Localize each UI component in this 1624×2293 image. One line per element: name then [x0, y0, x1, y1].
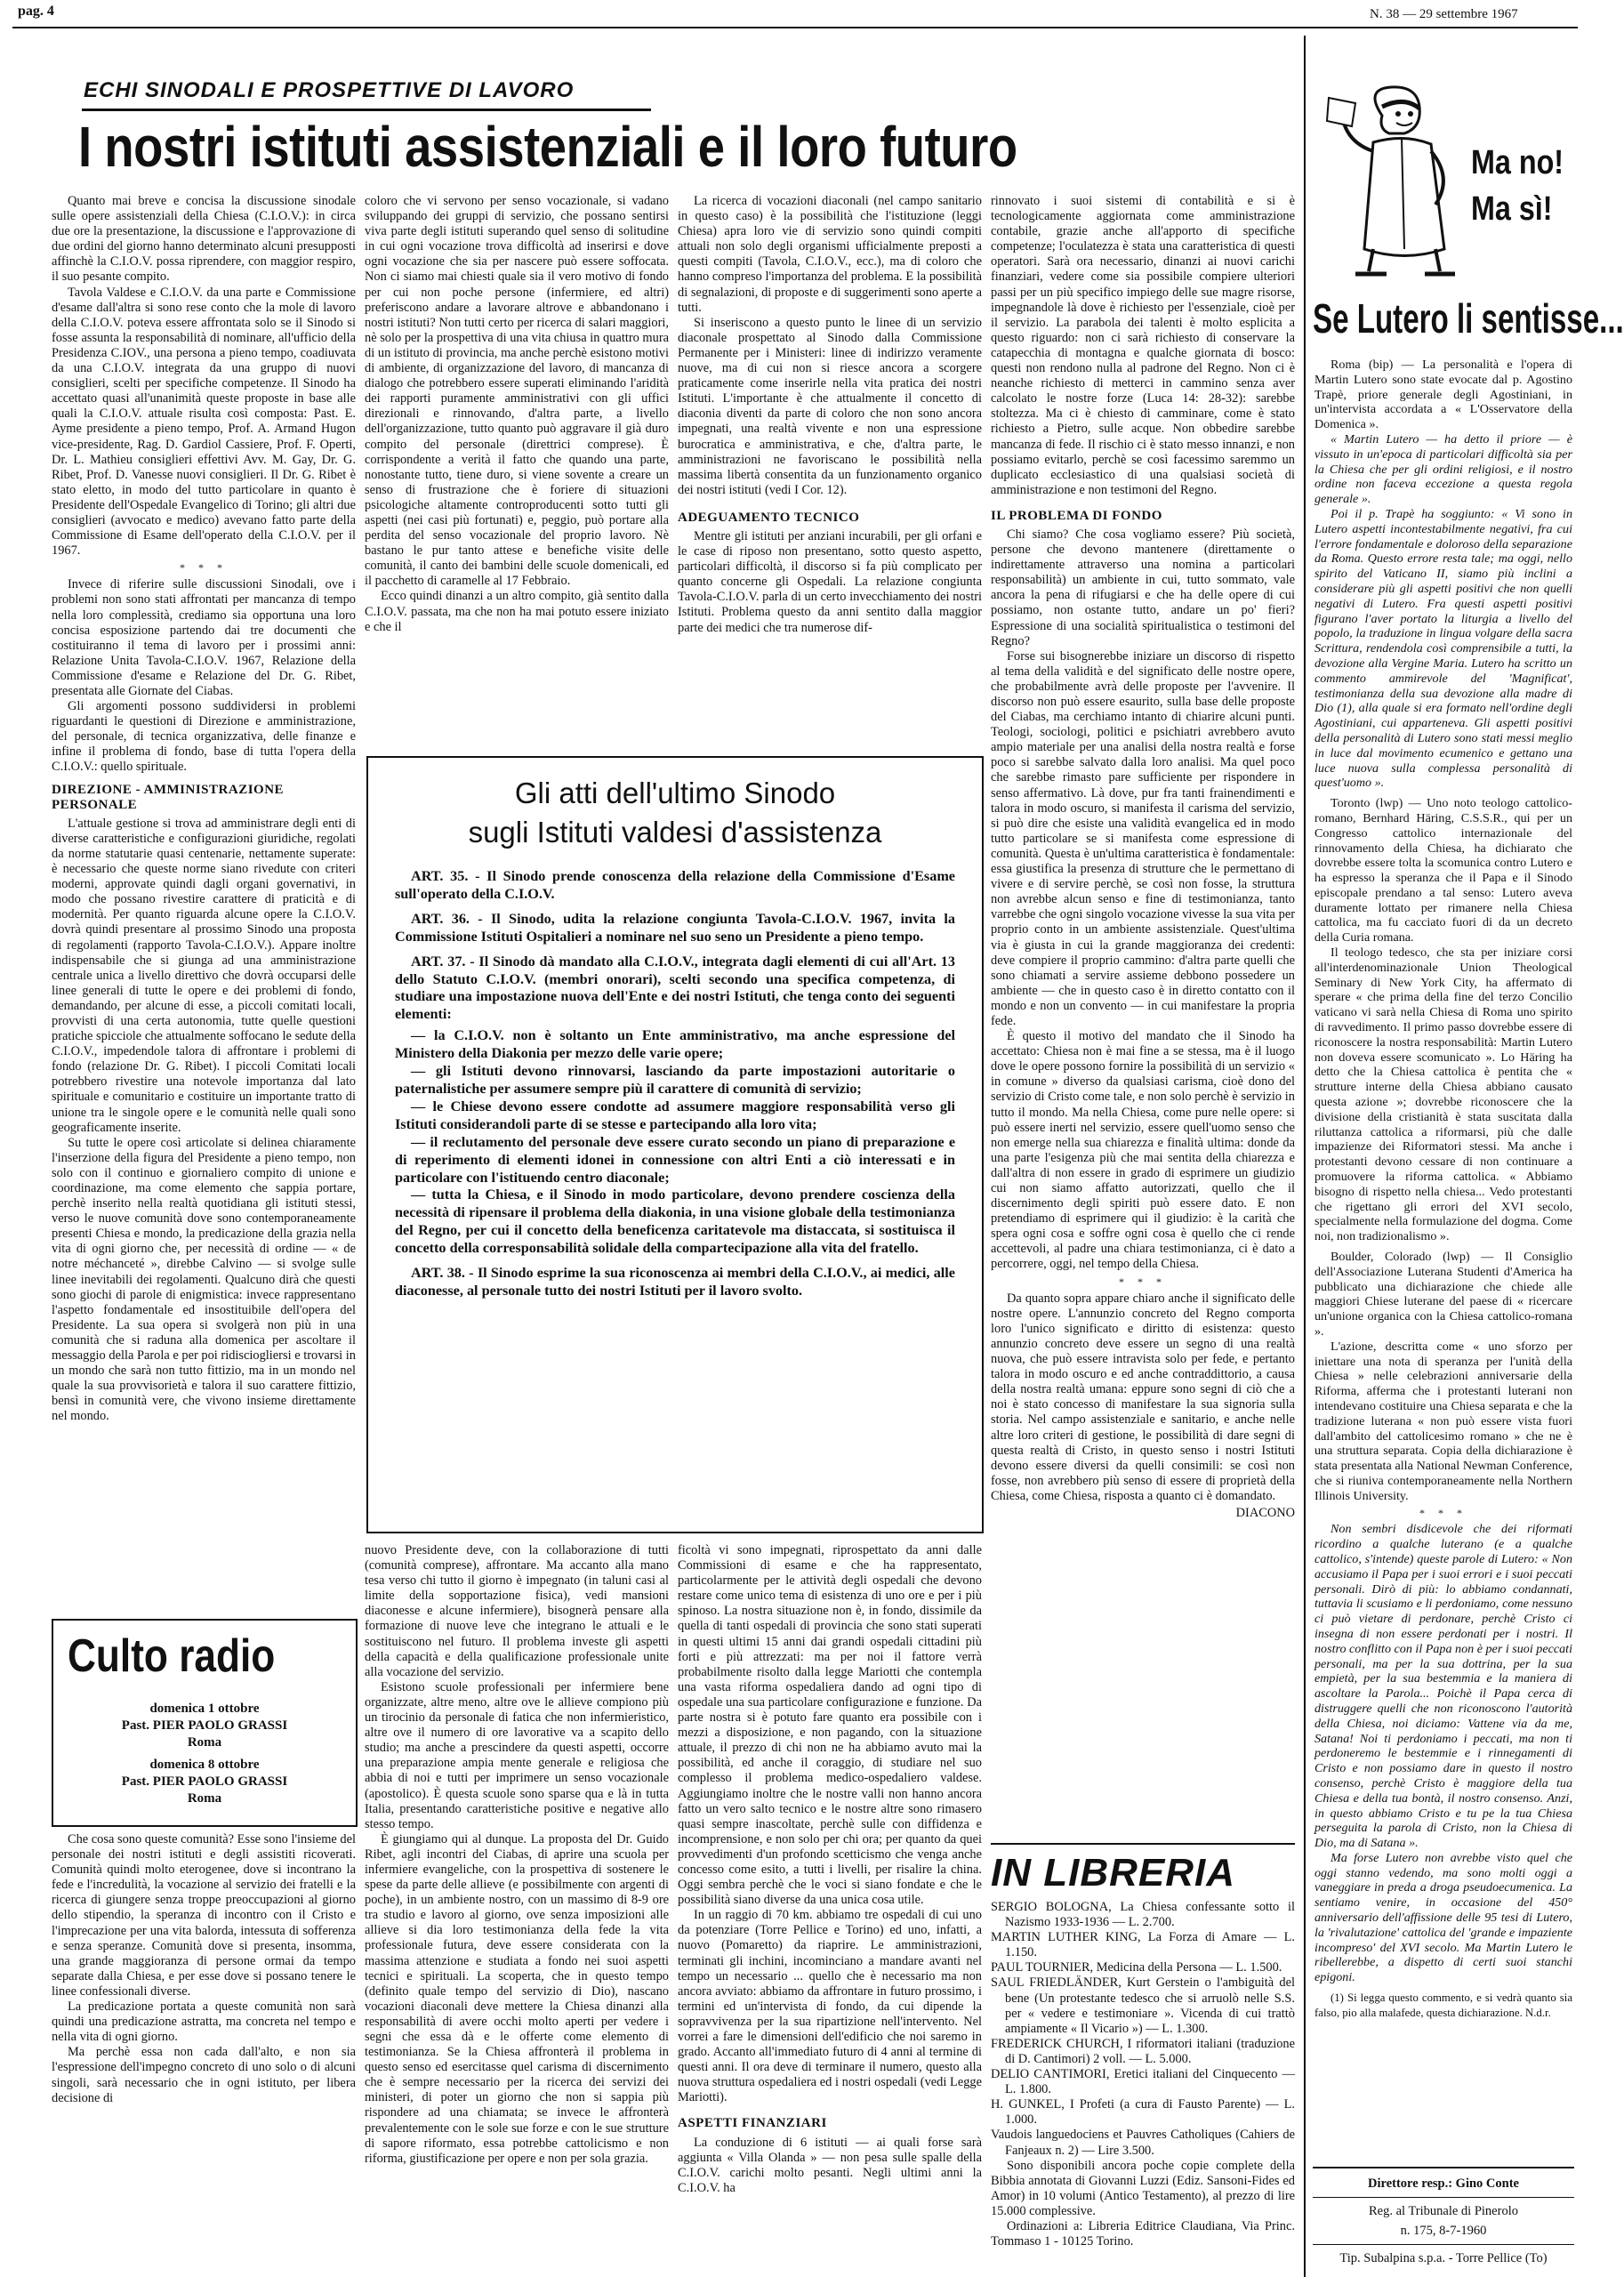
- section-kicker: ECHI SINODALI E PROSPETTIVE DI LAVORO: [84, 78, 575, 102]
- article-paragraph: Invece di riferire sulle discussioni Sinodali, ove i problemi non sono stati affrontati per mancanza di tempo nella loro complessità, crediamo sia opportuna una loro concisa esposizione partendo dai tre documenti che costituiranno il tema di lavoro per i prossimi anni: Relazione Unita Tavola-C.I.O.V. 1967, Relazione della Commissione d'esame e Relazione del Dr. G. Ribet, presentata alle Giornate del Ciabas.: [52, 577, 356, 698]
- sidebar-paragraph: Ma forse Lutero non avrebbe visto quel che oggi stanno vedendo, ma sono molti oggi a vaneggiare in preda a droga pseudoecumenica. La sentiamo venire, in occasione del 450° anniversario dell'affissione delle 95 tesi di Lutero, la 'rivalutazione' cattolica del 'grande e impaziente incompreso' del XVI secolo. Ma Martin Lutero le ribellerebbe, a dispetto di certi suoi stanchi epigoni.: [1314, 1850, 1572, 1985]
- sidebar-footnote: (1) Si legga questo commento, e si vedrà quanto sia falso, pio alla malafede, questa dichiarazione. N.d.r.: [1314, 1991, 1572, 2019]
- article-paragraph: È giungiamo qui al dunque. La proposta del Dr. Guido Ribet, agli incontri del Ciabas, di aprire una scuola per infermiere evangeliche, con la prospettiva di sostenere le spese da parte delle allieve (e possibilmente con argenti di poche), in un ambiente nostro, con un massimo di 8-9 ore tra studio e lavoro al giorno, ove senza imposizioni alle allieve si dia loro testimonianza della fede la vita professionale futura, deve essere considerata con la massima attenzione e studiata a fondo nei suoi aspetti tecnici e spirituali. La scoperta, che in questo tempo (definito quale tempo del servizio di Dio), nascano vocazioni diaconali deve mettere la Chiesa dinanzi alla responsabilità di avere occhi molto aperti per vedere i segni che essa dà e le offerte come elemento di testimonianza. Se la Chiesa affronterà il problema in questo senso ed esercitasse quel carisma di discernimento che è sempre necessario per la ricerca dei servizi dei ministeri, di poter un giorno che non si sappia più rispondere ad una chiamata; se invece le affronterà prevalentemente con le sole sue forze e con le sue strutture di sapore riformato, essa potrebbe cattolicismo e non riforma, giustificazione per opere e non per sola grazia.: [365, 1831, 669, 2166]
- sinodo-title-line1: Gli atti dell'ultimo Sinodo: [514, 776, 836, 809]
- luther-cartoon-icon: [1320, 80, 1471, 285]
- article-paragraph: Che cosa sono queste comunità? Esse sono l'insieme del personale dei nostri istituti e degli assistiti ricoverati. Comunità quindi molto eterogenee, dove si incontrano la fede e l'incredulità, la vocazione al servizio dei fratelli e la ricerca di giungere senza troppe preoccupazioni al giorno dello stipendio, la speranza di incontro con il Cristo e l'imprecazione per una vita balorda, intessuta di sofferenza e senza speranze. Comunità dove si presenta, insomma, una grande maggioranza di persone ormai da tempo separate dalla Chiesa, e per esse dove si possano tenere le linee confessionali diverse.: [52, 1832, 356, 1999]
- article-paragraph: Quanto mai breve e concisa la discussione sinodale sulle opere assistenziali della Chiesa (C.I.O.V.): in circa due ore la presentazione, la discussione e l'approvazione di due ordini del giorno hanno determinato alcuni presupposti affinchè la C.I.O.V. possa riprendere, con maggior respiro, il suo pesante compito.: [52, 194, 356, 285]
- sinodo-item: — la C.I.O.V. non è soltanto un Ente amministrativo, ma anche espressione del Ministero della Diakonia per mezzo delle varie opere;: [395, 1027, 955, 1062]
- sidebar-paragraph: Non sembri disdicevole che dei riformati ricordino a qualche luterano (e a qualche cattolico, s'intende) queste parole di Lutero: « Non accusiamo il Papa per i suoi errori e i suoi peccati personali. Dirò di più: lo abbiamo condannati, tuttavia li scusiamo e li perdoniamo, come nessuno ci può vietare di perdonare, perchè Cristo ci insegna di non essere perdonati per i nostri. Il nostro conflitto con il Papa non è per i suoi peccati personali, ma per la sua dottrina, per la sua empietà, per la sua bestemmia e la maniera di ascoltare la Parola... Poichè il Papa cerca di distruggere quelli che non riconoscono l'autorità della Chiesa, noi diciamo: Vattene via da me, Satana! Noi ti perdoniamo i peccati, ma non ti perdoneremo le bestemmie e i rinnegamenti di Cristo e non possiamo dare in questo il nostro consenso, perchè Cristo è maggiore della tua Chiesa e della tua bontà, il nostro consenso. Anzi, in questo abbiamo Cristo e tu pe la tua Chiesa perseguita la parola di Cristo, non la Chiesa di Dio, ma di Satana ».: [1314, 1522, 1572, 1851]
- libreria-entry: Vaudois languedociens et Pauvres Catholiques (Cahiers de Fanjeaux n. 2) — Lire 3.500.: [991, 2128, 1295, 2158]
- main-title: I nostri istituti assistenziali e il loro futuro: [78, 115, 1017, 179]
- sinodo-art36: ART. 36. - Il Sinodo, udita la relazione congiunta Tavola-C.I.O.V. 1967, invita la Commissione Istituti Ospitalieri a nominare nel suo seno un Presidente a pieno tempo.: [395, 910, 955, 945]
- article-paragraph: Gli argomenti possono suddividersi in problemi riguardanti le questioni di Direzione e amministrazione, del personale, di tecnica organizzativa, delle finanze e infine il problema di fondo, base di tutta l'opera della C.I.O.V.: quello spirituale.: [52, 699, 356, 775]
- separator-stars: * * *: [1419, 1506, 1467, 1519]
- article-paragraph: La conduzione di 6 istituti — ai quali forse sarà aggiunta « Villa Olanda » — non pesa sulle spalle della C.I.O.V. carichi molto pesanti. Negli ultimi anni la C.I.O.V. ha: [678, 2135, 982, 2195]
- culto-pastor-2: Past. PIER PAOLO GRASSI: [121, 1774, 288, 1789]
- sinodo-art35: ART. 35. - Il Sinodo prende conoscenza della relazione della Commissione d'Esame sull'operato della C.I.O.V.: [395, 868, 955, 902]
- culto-date-2: domenica 8 ottobre: [149, 1758, 260, 1772]
- article-paragraph: La predicazione portata a queste comunità non sarà quindi una predicazione astratta, ma concreta nel tempo e nella vita di ogni giorno.: [52, 1999, 356, 2045]
- culto-date-1: domenica 1 ottobre: [149, 1702, 260, 1716]
- libreria-list: [991, 1900, 1295, 2273]
- sidebar-paragraph: Il teologo tedesco, che sta per iniziare corsi all'interdenominazionale Union Theological Seminary di New York City, ha affermato di sperare « che prima della fine del terzo Concilio vaticano vi sarà nella Chiesa di Roma uno spirito di ravvedimento. Il primo passo dovrebbe essere di riconoscere la nostra responsabilità: Martin Lutero non doveva essere scomunicato ». Lo Häring ha detto che la Chiesa cattolica è pentita che « strutture interne della Chiesa abbiano causato questa azione »; dovrebbe riconoscere che la divisione della cristianità è stata suscitata dalla riluttanza cattolica a riformarsi, più che dalle impazienze dei Riformatori stessi. Ma anche i protestanti devono cessare di non continuare a promuovere la riforma cattolica. « Abbiamo bisogno di rispetto nella chiesa... Vedo protestanti che rigettano gli errori del XVI secolo, specialmente nella formulazione del dogma. Come noi, non tradizionalismo ».: [1314, 945, 1572, 1244]
- separator-stars: * * *: [180, 561, 228, 575]
- article-paragraph: In un raggio di 70 km. abbiamo tre ospedali di cui uno da potenziare (Torre Pellice e Torino) ed uno, infatti, a nuovo (Pomaretto) da riaprire. Le amministrazioni, terminati gli inchini, incominciano a mandare avanti nel tempo un necessario ... quello che è necessario ma non ancora avviato: abbiamo da affrontare in futuro prossimo, i termini ed un'intervista di fondo, da cui dipende la sopravvivenza per la sua ripartizione nell'intervento. Nel vorrei a fare le dimensioni dell'edificio che noi saremo in grado. Accanto all'immediato futuro di 4 anni al termine di questi anni. Il ora deve di terminare il numero, questo alla nuova struttura ospedaliera ed i nostri ospedali (vedi Legge Mariotti).: [678, 1908, 982, 2105]
- sinodo-item: — le Chiese devono essere condotte ad assumere maggiore responsabilità verso gli Istituti considerandoli parte di se stesse e partecipando alla loro vita;: [395, 1098, 955, 1132]
- libreria-entry: SAUL FRIEDLÄNDER, Kurt Gerstein o l'ambiguità del bene (Un protestante tedesco che si arruolò nelle S.S. per « vedere e testimoniare ». Vicenda di cui trattò ampiamente « Il Vicario ») — L. 1.300.: [991, 1975, 1295, 2036]
- sidebar-paragraph: Boulder, Colorado (lwp) — Il Consiglio dell'Associazione Luterana Studenti d'America ha pubblicato una dichiarazione che chiede alle maggiori Chiese luterane del paese di « ricercare un'unione organica con la Chiesa cattolico-romana ».: [1314, 1250, 1572, 1339]
- cartoon: [1320, 80, 1569, 285]
- article-paragraph: La ricerca di vocazioni diaconali (nel campo sanitario in questo caso) è la possibilità che l'istituzione (leggi Chiesa) apra loro vie di servizio sono quindi compiti attuali non solo degli organismi ufficialmente preposti a questi compiti (Tavola, C.I.O.V., ecc.), ma di coloro che hanno compreso l'importanza del problema. E la possibilità di segnalazioni, di proposte e di suggerimenti sono aperte a tutti.: [678, 194, 982, 315]
- culto-city-1: Roma: [187, 1735, 222, 1750]
- section-heading: ASPETTI FINANZIARI: [678, 2116, 827, 2131]
- libreria-entry: DELIO CANTIMORI, Eretici italiani del Cinquecento — L. 1.800.: [991, 2067, 1295, 2097]
- article-col1-bottom: [52, 1832, 356, 2277]
- sidebar-paragraph: « Martin Lutero — ha detto il priore — è vissuto in un'epoca di particolari difficoltà sia per la Chiesa che per gli ordini religiosi, e il nostro ordine non faceva eccezione a questa regola generale ».: [1314, 431, 1572, 507]
- article-col2-bottom: [365, 1543, 669, 2273]
- article-paragraph: Esistono scuole professionali per infermiere bene organizzate, altre meno, altre ove le allieve compiono più un tirocinio da personale di fatica che non infermieristico, altre ove il numero di ore lavorative va a scapito dello studio; ma anche a prescindere da questi aspetti, occorre una preparazione ampia mente generale e religiosa che abbia di noi e tutti per imprimere un senso vocazionale (apostolico). È questa scuole sono sparse qua e là in tutta Italia, presentando caratteristiche positive e negative allo stesso tempo.: [365, 1679, 669, 1831]
- sinodo-art38: ART. 38. - Il Sinodo esprime la sua riconoscenza ai membri della C.I.O.V., ai medici, alle diaconesse, al personale tutto dei nostri Istituti per il lavoro svolto.: [395, 1265, 955, 1299]
- sidebar-paragraph: L'azione, descritta come « uno sforzo per iniettare una nota di speranza per l'unità della Chiesa » nelle celebrazioni anniversarie della Riforma, afferma che i protestanti luterani non intendevano costituire una Chiesa separata e che la tradizione luterana « non può essere vista fuori dall'ambito del cattolicesimo romano » che ne è una struttura separata. Copia della dichiarazione è stata presentata alla National Newman Conference, che si riuniva contemporaneamente nella Northern Illinois University.: [1314, 1339, 1572, 1503]
- colophon-director: Direttore resp.: Gino Conte: [1368, 2176, 1519, 2191]
- article-signature: DIACONO: [1235, 1505, 1295, 1520]
- sinodo-item: — gli Istituti devono rinnovarsi, lasciando da parte impostazioni autoritarie o paternalistiche per assumere sempre più il carattere di comunità di servizio;: [395, 1063, 955, 1097]
- section-heading: IL PROBLEMA DI FONDO: [991, 508, 1162, 523]
- sidebar-column: [1314, 358, 1572, 2064]
- article-col3-bottom: [678, 1543, 982, 2273]
- article-paragraph: Ecco quindi dinanzi a un altro compito, già sentito dalla C.I.O.V. passata, ma che non ha mai potuto essere iniziato e che il: [365, 589, 669, 634]
- article-paragraph: ficoltà vi sono impegnati, riprospettato da anni dalle Commissioni di esame e che ha rappresentato, particolarmente per le attività degli ospedali che devono restare come unico tema di esistenza di uno ore e per i più spinoso. La nostra situazione non è, in fondo, dissimile da quella di tanti ospedali di provincia che sono stati superati in questi ultimi 15 anni dai grandi ospedali cittadini più forti e più attrezzati: ma per noi il fattore verrà probabilmente risolto dalla legge Mariotti che contempla una vasta riforma ospedaliera dando ad ogni tipo di ospedale una sua particolare configurazione e funzione. Da parte nostra si è potuto fare quanto era possibile con i mezzi a disposizione, e non pagando, con la situazione attuale, il prezzo di chi non ne ha abbiamo avuto mai la possibilità, ed anche il coraggio, di studiare nel suo complesso il problema medico-ospedaliero valdese. Aggiungiamo inoltre che le nostre valli non hanno ancora fatto un vero salto tecnico e le nostre altre sono rimasero quasi sempre inascoltate, perchè sulle con diffidenza e incomprensione, e non solo per chi ora; per quanto da quei provvedimenti d'un profondo scetticismo che venga anche concesso come esito, a tutti i livelli, per risalire la china. Oggi sembra perchè che le voci si siano fondate e che le possibilità siano diverse da una unica cosa utile.: [678, 1543, 982, 1908]
- colophon-rule: [1313, 2167, 1574, 2168]
- colophon-sub-rule: [1313, 2244, 1574, 2245]
- libreria-title: IN LIBRERIA: [991, 1851, 1235, 1895]
- sidebar-divider: [1304, 36, 1306, 2277]
- issue-label: N. 38 — 29 settembre 1967: [1370, 7, 1518, 21]
- article-paragraph: Tavola Valdese e C.I.O.V. da una parte e Commissione d'esame dall'altra si sono rese conto che la mole di lavoro della C.I.O.V. poteva essere affrontata solo se il Sinodo si fosse assunta la responsabilità di nominare, all'ufficio della Presidenza C.IOV., una persona a pieno tempo, coadiuvata da una C.I.O.V. integrata da una gruppo di nuovi consiglieri, scelti per specifiche competenze. Il Sinodo ha accettato quasi all'unanimità queste proposte in base alle quali la C.I.O.V. attuale risulta così composta: Past. E. Ayme presidente a pieno tempo, Prof. A. Armand Hugon vice-presidente, Rag. D. Gardiol Cassiere, Prof. F. Operti, Dr. L. Mathieu consiglieri effettivi Avv. M. Gay, Dr. G. Ribet, Prof. D. Vanesse nuovi consiglieri. Il Dr. G. Ribet è stato eletto, in modo del tutto particolare in quanto è Presidente dell'Ospedale Evangelico di Torino; gli altri due consiglieri (avvocato e medico) avevano fatto parte della Commissione di Esame dell'operato della C.I.O.V. per il 1967.: [52, 285, 356, 559]
- sinodo-item: — il reclutamento del personale deve essere curato secondo un piano di preparazione e di reperimento di elementi idonei in connessione con altri Enti a ciò interessati e in particolare con l'istituendo centro diaconale;: [395, 1133, 955, 1186]
- sidebar-paragraph: Roma (bip) — La personalità e l'opera di Martin Lutero sono state evocate dal p. Agostino Trapè, priore generale degli Agostiniani, in un'intervista accordata a « L'Osservatore della Domenica ».: [1314, 358, 1572, 432]
- libreria-rule: [991, 1843, 1295, 1845]
- article-paragraph: Ma perchè essa non cada dall'alto, e non sia l'espressione dell'impegno concreto di uno solo o di alcuni singoli, sarà necessario che in ogni istituto, per libera decisione di: [52, 2045, 356, 2105]
- article-paragraph: Chi siamo? Che cosa vogliamo essere? Più società, persone che devono mantenere (direttamente o indirettamente attraverso una nomina a particolari responsabilità) un ambiente in cui, tutto sommato, vale ancora la pena di rifugiarsi e che ha delle opere di cui possiamo, non ostante tutto, andare un po' fieri? Espressione di una socialità spiritualistica o testimoni del Regno?: [991, 527, 1295, 648]
- culto-city-2: Roma: [187, 1791, 222, 1806]
- colophon: [1313, 2174, 1574, 2268]
- colophon-reg2: n. 175, 8-7-1960: [1400, 2224, 1487, 2238]
- section-heading: ADEGUAMENTO TECNICO: [678, 510, 860, 525]
- article-col4: [991, 194, 1295, 1830]
- article-paragraph: Su tutte le opere così articolate si delinea chiaramente l'inserzione della figura del Presidente a pieno tempo, non solo con il continuo e giornaliero compito di unione e coordinazione, ma come elemento che sappia portare, perchè inserito nella realtà quotidiana gli istituti stessi, verso le nuove comunità dove sono contemporaneamente presenti Chiesa e mondo, la predicazione della grazia nella vita di ogni giorno che, per necessità di ordine — « de notre méchanceté », direbbe Calvino — si svolge sulle linee inevitabili dei regolamenti. Qualcuno dirà che questi sono giochi di parole di enigmistica: invece rappresentano l'aspetto fondamentale ed insostituibile dell'opera del Presidente. La sua opera si svolgerà non più in una comunità che si raduna alla domenica per ascoltare il messaggio della Parola e per poi ridisciogliersi e trovarsi in un mondo che sarà non tutto fittizio, ma in un mondo nel quale la sua provvisorietà e talora il suo carattere fittizio, bensì in comunità vere, che vivono insieme direttamente nel mondo.: [52, 1135, 356, 1424]
- cartoon-text-1: Ma no!: [1471, 144, 1564, 181]
- culto-radio-box: [52, 1619, 358, 1827]
- article-paragraph: Si inseriscono a questo punto le linee di un servizio diaconale prospettato al Sinodo dalla Commissione Permanente per i Ministeri: linee di indirizzo veramente nuove, ma di cui non si riesce ancora a scorgere praticamente come inserirle nella vita pratica dei nostri Istituti. L'importante è che attualmente il concetto di diaconia diventi da parte di coloro che non sono ancora impegnati, una realtà vivente e non una espressione burocratica e amministrativa, e che, d'altra parte, le amministrazioni ne favoriscano le possibilità nella massima libertà consentita da un funzionamento organico dei nostri istituti (vedi I Cor. 12).: [678, 315, 982, 497]
- header-rule: [12, 27, 1578, 28]
- libreria-entry: H. GUNKEL, I Profeti (a cura di Fausto Parente) — L. 1.000.: [991, 2097, 1295, 2128]
- colophon-printer: Tip. Subalpina s.p.a. - Torre Pellice (To): [1339, 2251, 1548, 2265]
- separator-stars: * * *: [1119, 1275, 1167, 1288]
- article-col1: [52, 194, 356, 1608]
- article-paragraph: rinnovato i suoi sistemi di contabilità e si è tecnologicamente aggiornata come amministrazione contabile, grazie anche all'apporto di specifiche competenze; l'oculatezza è stata una caratteristica di questi operatori. Sarà ora necessario, dinanzi ai nuovi carichi finanziari, vedere come sia possibile compiere ulteriori passi per un più specifico impiego delle sue magre risorse, impegnandole là dove è richiesto per l'essenziale, cioè per il servizio. La parabola dei talenti è molto esplicita a questo riguardo: non ci sarà richiesto di conservare la catapecchia di montagna e qualche giornata di bosco: questi non rendono nulla al padrone del Regno. Non ci è neanche richiesto di metterci in cammino senza aver calcolato le nostre forze (Luca 14: 28-32): sarebbe stoltezza. Ma ci è chiesto di camminare, come è stato richiesto a Pietro, sulle acque. Non obbedire sarebbe mancanza di fede. Il rischio ci è stato messo innanzi, e non possiamo evitarlo, perchè se così facessimo saremmo un duplicato ecclesiastico di una qualsiasi società di amministrazione e non testimoni del Regno.: [991, 194, 1295, 497]
- sinodo-box: [366, 756, 984, 1533]
- sidebar-paragraph: Poi il p. Trapè ha soggiunto: « Vi sono in Lutero aspetti incontestabilmente negativi, fra cui l'errore fondamentale e doloroso della separazione da Roma. Questo errore resta tale; ma oggi, nello spirito del Vaticano II, siamo più inclini a considerare più gli aspetti positivi che non quelli negativi di Lutero. Fra questi aspetti positivi figurano l'aver portato la liturgia a livello del popolo, la traduzione in lingua volgare della sacra Scrittura, rendendola così comprensibile a tutti, la devozione alla Vergine Maria. Lutero ha scritto un commento ammirevole del 'Magnificat', testimonianza della sua devozione alla madre di Dio (1), alla quale si era formato nell'ordine degli Agostiniani, cui apparteneva. Gli aspetti positivi della personalità di Lutero sono stati messi meglio in luce dal movimento ecumenico e gettano una luce nuova sulla complessa personalità di quest'uomo ».: [1314, 506, 1572, 791]
- libreria-note: Sono disponibili ancora poche copie complete della Bibbia annotata di Giovanni Luzzi (Ediz. Sansoni-Fides ed Amor) in 10 volumi (Antico Testamento), al prezzo di lire 15.000 complessive.: [991, 2158, 1295, 2218]
- cartoon-text-2: Ma sì!: [1471, 190, 1553, 228]
- article-paragraph: coloro che vi servono per senso vocazionale, si vadano sviluppando dei gruppi di servizio, che possano sentirsi viva parte degli istituti superando quel senso di solitudine in cui ogni vocazione trova difficoltà ad inserirsi e dove ogni vocazione che sia per nascere può essere soffocata. Non ci siamo mai chiesti quale sia il vero motivo di fondo per cui non poche persone (infermiere, ed altri) preferiscono andare a lavorare altrove e abbandonano i nostri istituti? Non tutti certo per ricerca di salari maggiori, nè solo per la prospettiva di una vita chiusa in quattro mura di un istituto di provincia, ma anche perchè esistono motivi di ambiente, di organizzazione del lavoro, di mancanza di dialogo che potrebbero essere superati eliminando l'aridità dei rapporti puramente amministrativi con gli uffici direzionali e rinnovando, d'altra parte, a livello dell'organizzazione, tutto quanto può aggravare il già duro compito del personale (direttrici comprese). È corrispondente a verità il fatto che quando una parte, nonostante tutto, tiene duro, si viene sovente a creare un senso di frustrazione che è foriere di situazioni psicologiche altamente controproducenti sotto tutti gli aspetti (nei casi più fortunati) e, peggio, può portare alla perdita del senso vocazionale del proprio lavoro. Nè bastano le pur tanto attese e benefiche visite delle comunità, il canto dei bambini delle scuole domenicali, ed il pacchetto di caramelle al 17 Febbraio.: [365, 194, 669, 589]
- culto-radio-title: Culto radio: [68, 1630, 276, 1682]
- libreria-entry: MARTIN LUTHER KING, La Forza di Amare — L. 1.150.: [991, 1930, 1295, 1960]
- libreria-entry: PAUL TOURNIER, Medicina della Persona — L. 1.500.: [991, 1960, 1282, 1975]
- colophon-sub-rule: [1313, 2197, 1574, 2198]
- colophon-reg1: Reg. al Tribunale di Pinerolo: [1369, 2204, 1518, 2218]
- article-paragraph: Mentre gli istituti per anziani incurabili, per gli orfani e le case di riposo non presentano, sotto questo aspetto, particolari difficoltà, il discorso si fa più complicato per quanto concerne gli Ospedali. La relazione congiunta Tavola-C.I.O.V. parla di un certo invecchiamento dei nostri Istituti. Problema questo da anni sentito dalla maggior parte dei medici che tra numerose dif-: [678, 528, 982, 635]
- article-paragraph: Da quanto sopra appare chiaro anche il significato delle nostre opere. L'annunzio concreto del Regno comporta loro l'unico significato e diritto di esistenza: questo annunzio concreto deve essere un segno di una realtà nuova, che può essere intravista solo per fede, e pertanto talora in modo oscuro e ed anche contraddittorio, a causa della nostra realtà umana: eppure sono segni di ciò che a noi è stato concesso di manifestare la sua signoria sulla storia. Nel campo assistenziale e sanitario, e anche nelle altre loro criteri di gestione, le possibilità di dare segni di questa realtà di Cristo, in questo senso i nostri Istituti devono essere diversi da quelli consimili: se così non fosse, non avrebbero più senso di essere di proprietà della Chiesa, come Chiesa, risposta a quanto ci è domandato.: [991, 1291, 1295, 1503]
- sidebar-paragraph: Toronto (lwp) — Uno noto teologo cattolico-romano, Bernhard Häring, C.S.S.R., qui per un Congresso cattolico internazionale del rinnovamento della Chiesa, ha dichiarato che dovrebbe essere tolta la scomunica contro Lutero e ha espresso la speranza che il Papa e il Sinodo episcopale prendano a tal senso: Lutero aveva duramente lottato per rimanere nella Chiesa cattolica, ma fu cacciato fuori di da un decreto della Curia romana.: [1314, 796, 1572, 945]
- libreria-order: Ordinazioni a: Libreria Editrice Claudiana, Via Princ. Tommaso 1 - 10125 Torino.: [991, 2218, 1295, 2249]
- article-paragraph: Forse sui bisognerebbe iniziare un discorso di rispetto al tema della validità e del significato delle nostre opere, che probabilmente avrà delle proposte per l'avvenire. Il discorso non può essere esaurito, sulla base delle proposte del Ciabas, ma cerchiamo intanto di chiarire alcuni punti. Teologi, sociologi, politici e psichiatri avrebbero avuto ampio materiale per una analisi della nostra realtà e forse poco si sarebbe salvato dalla loro analisi. Ma quel poco che sarebbe rimasto pare sufficiente per rispondere in senso affermativo. Là dove, pur fra tanti frainendimenti e talora in modo oscuro, si manifesta il carisma del servizio, si può dire che esiste una validità evangelica ed in modo tutto particolare se si manifesta come espressione di comunità. Questa è un'ultima caratteristica è fondamentale: essa giustifica la presenza di strutture che le permettano di vivere e di servire perchè, se così non fosse, la struttura non avrebbe alcun senso e fine di testimonianza, tanto varrebbe che ogni singolo vocazione vivesse la sua vita per proprio conto in un ambiente assistenziale. Quest'ultima via è giusta in cui la grande maggioranza dei credenti: deve compiere il proprio cammino: d'altra parte quelli che sono chiamati a servire assieme debbono possedere un ambiente — che in questo caso è in diretto contatto con il mondo e non un convento — in cui manifestare la propria fede.: [991, 648, 1295, 1028]
- article-paragraph: È questo il motivo del mandato che il Sinodo ha accettato: Chiesa non è mai fine a se stessa, ma è il luogo dove le opere possono fornire la possibilità di un servizio « in comune » diverso da qualsiasi carisma, cioè dono del servizio di Cristo come tale, e non solo perchè è servizio in tutto il mondo. Ma nella Chiesa, come pure nelle opere: si può essere inerti nel servizio, essere quell'uomo senso che non emerge nella sua chiarezza e finalità ultima: donde da una parte l'esigenza più che mai sentita della chiarezza e dall'altra di non essere in grado di esprimere un giudizio cui non siamo affatto autorizzati, quello che il discernimento degli spiriti può essere dato. E non pretendiamo di esprimere qui il giudizio: è la carità che spera ogni cosa e soffre ogni cosa è quello che ci rende accettevoli, al padre una chiara testimonianza, ci è dato a percorrere, oggi, nel tempo della Chiesa.: [991, 1029, 1295, 1272]
- article-paragraph: L'attuale gestione si trova ad amministrare degli enti di diverse caratteristiche e configurazioni giuridiche, regolati da norme statutarie quasi centenarie, nettamente superate: è necessario che queste norme siano rivedute con criteri moderni, approvate quindi dagli organi governativi, in modo che possano rivestire carattere di praticità e di modernità. Per quanto riguarda alcune opere la C.I.O.V. dovrà quindi presentare al prossimo Sinodo una proposta di regolamenti (rapporto Tavola-C.I.O.V.). Appare inoltre indispensabile che si giunga ad una amministrazione centrale unica a livello direttivo che dovrà occuparsi delle linee generali di tutte le opere e dei problemi di fondo, demandando, per alcune di esse, a piccoli comitati locali, provvisti di una certa autonomia, tutte quelle questioni pratiche spicciole che attualmente soffocano le sedute della C.I.O.V., impedendole talora di affrontare i problemi di fondo (relazione Dr. G. Ribet). I piccoli Comitati locali potrebbero rivestire una notevole importanza dal lato spirituale e comunitario e costituire un importante tratto di unione tra le singole opere e le comunità nelle quali sono geograficamente inserite.: [52, 816, 356, 1135]
- sinodo-art37: ART. 37. - Il Sinodo dà mandato alla C.I.O.V., integrata dagli elementi di cui all'Art. 13 dello Statuto C.I.O.V. (membri onorari), scelti secondo una specifica competenza, di studiare una impostazione nuova dell'Ente e dei nostri Istituti, che tenga conto dei seguenti elementi:: [395, 953, 955, 1023]
- article-col3: [678, 194, 982, 736]
- libreria-entry: FREDERICK CHURCH, I riformatori italiani (traduzione di D. Cantimori) 2 voll. — L. 5.000.: [991, 2036, 1295, 2066]
- section-heading: DIREZIONE - AMMINISTRAZIONE PERSONALE: [52, 782, 285, 812]
- page-number: pag. 4: [18, 4, 54, 19]
- sinodo-title-line2: sugli Istituti valdesi d'assistenza: [468, 816, 882, 849]
- article-paragraph: nuovo Presidente deve, con la collaborazione di tutti (comunità comprese), affrontare. Ma accanto alla mano tesa verso chi tutto il giorno è impegnato (in taluni casi al limite della sopportazione fisica), vedi mansioni diaconesse e alcune infermiere), bisognerà pensare alla formazione di nuove leve che integrano le attuali e le sostituiscono nel futuro. Il problema investe gli aspetti della capacità e della qualificazione professionale unite alla vocazione del servizio.: [365, 1543, 669, 1679]
- libreria-section: [991, 1850, 1295, 2286]
- article-col2: [365, 194, 669, 736]
- libreria-entry: SERGIO BOLOGNA, La Chiesa confessante sotto il Nazismo 1933-1936 — L. 2.700.: [991, 1900, 1295, 1930]
- sidebar-title: Se Lutero li sentisse...: [1313, 295, 1624, 342]
- sinodo-item: — tutta la Chiesa, e il Sinodo in modo particolare, devono prendere coscienza della necessità di ripensare il problema della diakonia, in una visione globale della testimonianza del Regno, per cui il concetto della beneficenza caritatevole ma distaccata, si sostituisca il concetto della corresponsabilità solidale della compartecipazione alla vita del fratello.: [395, 1187, 955, 1257]
- culto-pastor-1: Past. PIER PAOLO GRASSI: [121, 1718, 288, 1733]
- sinodo-articles: [395, 868, 955, 1526]
